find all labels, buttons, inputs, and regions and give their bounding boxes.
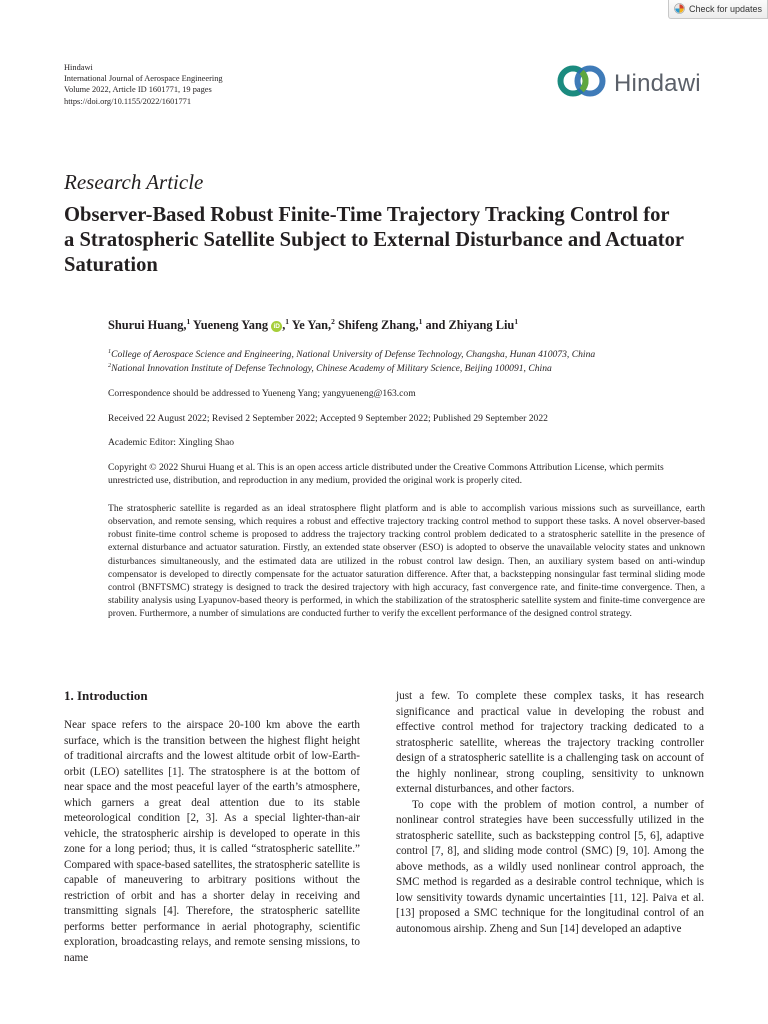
correspondence-line: Correspondence should be addressed to Yueneng Yang; yangyueneng@163.com (108, 388, 416, 399)
affiliation-mark: 1 (108, 348, 112, 355)
hindawi-logo (556, 63, 701, 104)
affiliation-mark: 2 (108, 362, 112, 369)
publisher-name: Hindawi (64, 63, 93, 72)
copyright-notice: Copyright © 2022 Shurui Huang et al. This is an open access article distributed under the Creative Commons Attribution License, which permits unrestricted use, distribution, and reproduction in any medium, provided the original work is properly cited. (108, 462, 664, 486)
check-for-updates-button[interactable] (668, 0, 768, 19)
author-name: Shurui Huang, (108, 318, 187, 333)
author-affiliation-mark: 1 (285, 317, 290, 326)
journal-meta (64, 62, 223, 107)
author-name: and Zhiyang Liu (425, 318, 515, 333)
author-separator: , (282, 318, 286, 333)
volume-line: Volume 2022, Article ID 1601771, 19 pages (64, 85, 212, 95)
check-for-updates-label: Check for updates (688, 4, 763, 14)
affiliation-text: College of Aerospace Science and Engineering, National University of Defense Technology, Changsha, Hunan 410073, China (111, 349, 596, 361)
author-affiliation-mark: 2 (331, 317, 335, 326)
hindawi-logo-text: Hindawi (614, 69, 701, 97)
body-column-right (396, 689, 704, 937)
journal-name: International Journal of Aerospace Engineering (64, 74, 223, 84)
author-name: Ye Yan, (291, 318, 332, 333)
abstract: The stratospheric satellite is regarded as an ideal stratosphere flight platform and is able to accomplish various missions such as surveillance, earth observation, and remote sensing, which requires a robust and effective trajectory tracking control method to support these tasks. A novel observer-based robust finite-time control scheme is proposed to address the trajectory tracking control problem dedicated to a stratospheric satellite in the presence of external disturbance and actuator saturation. Firstly, an extended state observer (ESO) is adopted to observe the unavailable velocity states and unknown disturbances simultaneously, and the estimated data are utilized in the robust control law design. Then, an auxiliary system based on anti-windup compensator is developed to directly compensate for the actuator saturation difference. After that, a backstepping nonsingular fast terminal sliding mode control (BNFTSMC) strategy is designed to track the desired trajectory with high accuracy, fast convergence rate, and finite-time convergence. Then, a stability analysis using Lyapunov-based theory is performed, in which the stabilization of the stratospheric satellite system and finite-time convergence are proven. Furthermore, a number of simulations are conducted further to verify the excellent performance of the designed control strategy. (108, 503, 705, 620)
author-name: Yueneng Yang (192, 318, 269, 333)
doi-link[interactable]: https://doi.org/10.1155/2022/1601771 (64, 96, 192, 106)
author-affiliation-mark: 1 (418, 317, 423, 326)
author-name: Shifeng Zhang, (338, 318, 419, 333)
body-paragraph: Near space refers to the airspace 20-100 km above the earth surface, which is the transition between the highest flight height of traditional aircrafts and the lowest altitude orbit of low-Earth-orbit (LEO) satellites [1]. The stratosphere is at the bottom of near space and the most peaceful layer of the earth’s atmosphere, which garners a great deal attention due to its stable meteorological condition [2, 3]. As a special lighter-than-air vehicle, the stratospheric airship is developed to operate in this zone for a long period; thus, it is called “stratospheric satellite.” Compared with space-based satellites, the stratospheric satellite is capable of maneuvering to arbitrary positions without the restriction of orbit and has a shorter delay in receiving and transmitting signals [4]. Therefore, the stratospheric satellite performs better performance in aerial photography, scientific exploration, broadcasting relays, and remote sensing missions, to name (64, 719, 360, 964)
section-heading: 1. Introduction (64, 688, 148, 703)
author-affiliation-mark: 1 (514, 317, 519, 326)
author-affiliation-mark: 1 (186, 317, 191, 326)
article-type: Research Article (64, 170, 204, 194)
publication-dates: Received 22 August 2022; Revised 2 September 2022; Accepted 9 September 2022; Published 29 September 2022 (108, 413, 548, 424)
affiliation-text: National Innovation Institute of Defense Technology, Chinese Academy of Military Science, Beijing 100091, China (111, 363, 552, 375)
body-paragraph: To cope with the problem of motion control, a number of nonlinear control strategies have been successfully utilized in the stratospheric satellite, such as backstepping control [5, 6], adaptive control [7, 8], and sliding mode control (SMC) [9, 10]. Among the above methods, as a wildly used nonlinear control approach, the SMC method is regarded as a desirable control technique, which is low sensitivity towards dynamic uncertainties [11, 12]. Paiva et al. [13] proposed a SMC technique for the longitudinal control of an autonomous airship. Zheng and Sun [14] developed an adaptive (396, 798, 704, 935)
hindawi-logo-icon (556, 63, 608, 104)
author-list (108, 317, 518, 333)
academic-editor: Academic Editor: Xingling Shao (108, 437, 235, 448)
affiliation (108, 348, 595, 360)
body-paragraph: just a few. To complete these complex tasks, it has research significance and practical value in developing the robust and effective control method for trajectory tracking dedicated to a stratospheric satellite, whereas the trajectory tracking controller design of a stratospheric satellite is a challenging task on account of the highly nonlinear, strong coupling, sensitivity to unknown external disturbances, and other factors. (396, 690, 704, 795)
affiliation (108, 362, 552, 374)
paper-title: Observer-Based Robust Finite-Time Trajectory Tracking Control for a Stratospheric Satellite Subject to External Disturbance and Actuator Saturation (64, 204, 684, 276)
orcid-icon[interactable]: iD (271, 321, 282, 332)
crossmark-icon (674, 3, 685, 16)
body-column-left (64, 718, 360, 966)
